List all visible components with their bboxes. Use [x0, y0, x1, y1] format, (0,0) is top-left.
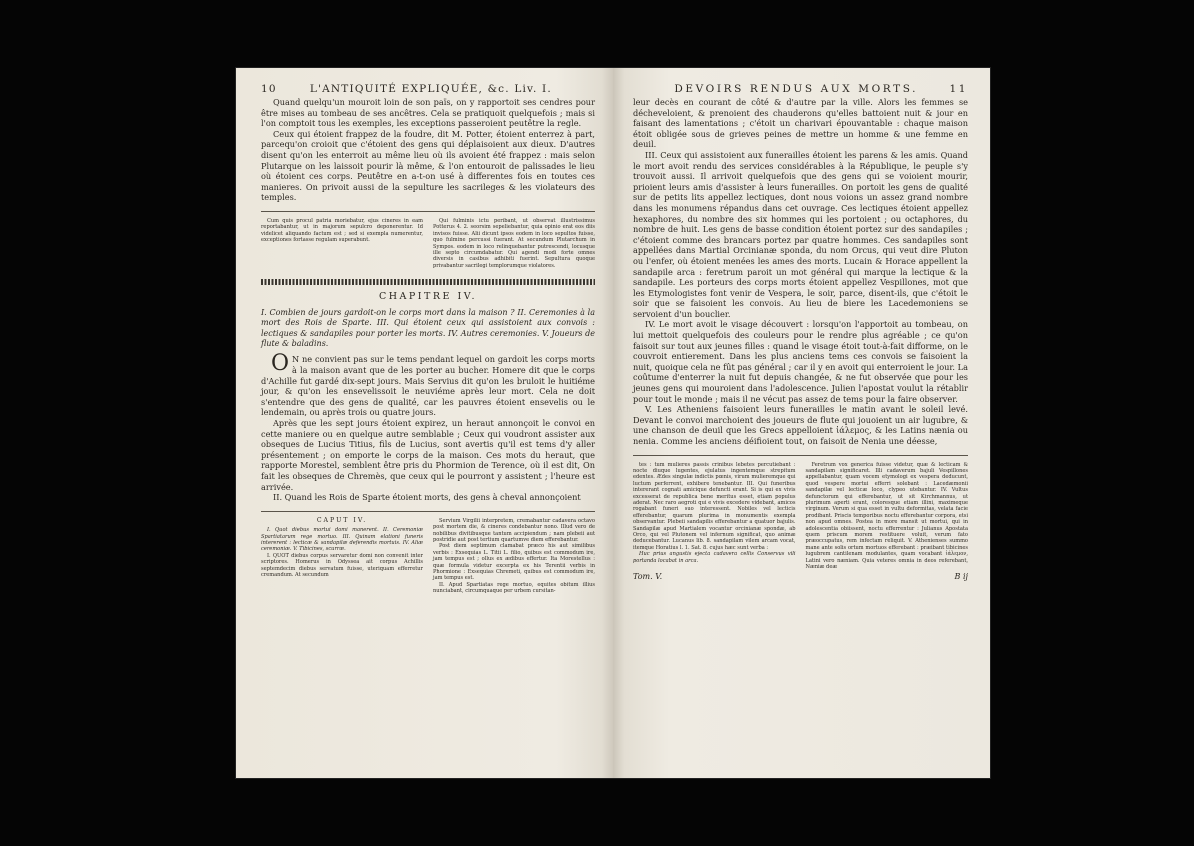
body-paragraph: Ceux qui étoient frappez de la foudre, dit M. Potter, étoient enterrez à part, parcequ'on croioit que c'étoient des gens qui déplaisoient aux dieux. D'autres disent qu'on les enterroit au même lieu où ils avoient été frappez : mais selon Plutarque on les laissoit pourir là même, & l'on entouroit de palissades le lieu où étoient ces corps. Peutêtre en a-t-on usé à differentes fois en toutes ces manieres. On privoit aussi de la sepulture les sacrileges & les violateurs des temples. — [261, 128, 595, 203]
left-running-head — [261, 82, 595, 97]
latin-note: I. QUOT diebus corpus servaretur domi non convenit inter scriptores. Homerus in Odyssea ait corpus Achillis septemdecim diebus servatum fuisse, uteriquam efferretur cremandum. At secundum — [261, 552, 423, 578]
chapter-summary: I. Combien de jours gardoit-on le corps mort dans la maison ? II. Ceremonies à la mort des Rois de Sparte. III. Qui étoient ceux qui assistoient aux convois : lectiques & sandapiles pour porter les morts. IV. Autres ceremonies. V. Joueurs de flute & baladins. — [261, 308, 595, 349]
body-paragraph: Après que les sept jours étoient expirez, un heraut annonçoit le convoi en cette maniere ou en quelque autre semblable ; Ceux qui voudront assister aux obseques de Lucius Titius, fils de Lucius, sont avertis qu'il est tems d'y aller présentement ; on emporte le corps de la maison. Ces mots du heraut, que rapporte Morestel, semblent être pris du Phormion de Terence, où il est dit, On fait les obseques de Chremès, que ceux qui le pourront y assistent ; l'heure est arrivée. — [261, 417, 595, 492]
body-paragraph: leur decès en courant de côté & d'autre par la ville. Alors les femmes se décheveloient, & prenoient des chauderons qu'elles battoient nuit & jour en faisant des lamentations ; c'étoit un charivari épouvantable : chaque maison étoit obligée sous de grieves peines de mettre un homme & une femme en deuil. — [633, 97, 968, 150]
book-spread — [236, 68, 990, 778]
body-paragraph: Quand quelqu'un mouroit loin de son païs, on y rapportoit ses cendres pour être mises au tombeau de ses ancêtres. Cela se pratiquoit quelquefois ; mais si l'on comptoit tous les exemples, les exceptions passeroient peutêtre la regle. — [261, 97, 595, 129]
footnote-rule — [261, 211, 595, 212]
caput-title: CAPUT IV. — [316, 516, 368, 524]
chapter-title: CHAPITRE IV. — [379, 291, 477, 303]
left-page — [236, 68, 613, 778]
footnote-rule — [261, 511, 595, 512]
latin-verse: Huc prius angustis ejecta cadavera cellis Conservus vili portanda locabat in arca. — [633, 551, 796, 564]
latin-note: Qui fulminis ictu peribant, ut observat illustrissimus Potterus 4. 2. seorsim sepeliebantur, quia opinio erat eos diis invisos fuisse. Alii dicunt ipsos eodem in loco sepultos fuisse, quo fulmine percussi fuerant. At secundum Plutarchum in Sympos. eodem in loco relinquebantur putrescendi, locusque ille septo circumdabatur. Qui agendi modi forte omnes diversis in casibus adhibiti fuerint. Sepultura quoque privabantur sacrilegi templorumque violatores. — [433, 217, 595, 269]
right-running-head — [633, 82, 968, 97]
body-paragraph: V. Les Atheniens faisoient leurs funerailles le matin avant le soleil levé. Devant le convoi marchoient des joueurs de flute qui jouoient un air lugubre, & une chanson de deuil que les Grecs appelloient ἰάλεμος, & les Latins nænia ou nenia. Comme les anciens déifioient tout, on faisoit de Nenia une déesse, — [633, 404, 968, 446]
latin-note: II. Apud Spartiatas rege mortuo, equites obitum illius nunciabant, circumquaque per urbem cursitan- — [433, 581, 595, 595]
body-paragraph: II. Quand les Rois de Sparte étoient morts, des gens à cheval annonçoient — [273, 492, 581, 503]
body-paragraph: IV. Le mort avoit le visage découvert : lorsqu'on l'apportoit au tombeau, on lui mettoit quelquefois des couleurs pour le rendre plus agréable ; ce qu'on faisoit sur tout aux jeunes filles : quand le visage étoit tout-à-fait difforme, on le couvroit entierement. Dans les plus anciens tems ces convois se faisoient la nuit, quoique cela ne fût pas général ; car il y en avoit qui enterroient le jour. La coûtume d'enterrer la nuit fut depuis changée, & ne fut observée que pour les jeunes gens qui mouroient dans l'adolescence. Julien l'apostat voulut la rétablir pour tout le monde ; mais il ne vécut pas assez de tems pour la faire observer. — [633, 319, 968, 404]
latin-note: Servium Virgilii interpretem, cremabantur cadavera octavo post mortem die, & cineres condebantur nono. Illud vero de nobilibus divitibusque tantum accipiendum ; nam plebeii aut postridie aut post tertium quartumve diem efferebantur. — [433, 517, 595, 543]
page-number: 10 — [261, 83, 277, 95]
body-paragraph: N ne convient pas sur le tems pendant lequel on gardoit les corps morts à la maison avant que de les porter au bucher. Homere dit que le corps d'Achille fut gardé dix-sept jours. Mais Servius dit qu'on les bruloit le huitiéme jour, & qu'on les ensevelissoit le neuviéme après leur mort. Cela ne doit s'entendre que des gens de qualité, car les pauvres étoient ensevelis ou le lendemain, ou après trois ou quatre jours. — [261, 354, 595, 418]
signature-line — [633, 572, 968, 581]
caput-summary: I. Quot diebus mortui domi manerent. II. Ceremoniæ Spartiatarum rege mortuo. III. Quinam elationi funeris intererent : lecticæ & sandapilæ deferendis mortuis. IV. Aliæ ceremoniæ. V. Tibicines, scurræ. — [261, 527, 423, 553]
latin-notes — [261, 218, 595, 269]
latin-note: tes : tum mulieres passis crinibus lebetes percutiebant : nocte diuque lugentes, ejulatus ingentemque strepitum edentes. Ædes singulæ indictis pœnis, virum mulieremque qui luctum perferrent, exhibere tenebantur. III. Qui funeribus intererant cognati amicique defuncti erant. Si is qui ex vivis excesserat de republica bene meritus esset, etiam populus aderat. Nec raro aegroti qui e vivis excedere videbant, amicos rogabant funeri suo interessent. Nobiles vel lecticis efferebantur, quarum plurima in monumentis exempla observantur. Plebeii sandapilis efferebantur a quatuor bajulis. Sandapilæ apud Martialem vocantur orcinianæ spondæ, ab Orco, qui vel Plutonem vel infernum significat, quo animæ deducebantur. Lucanus lib. 8. sandapilam vilem arcam vocat, itemque Horatius l. 1. Sat. 8. cujus hæc sunt verba : — [633, 461, 796, 551]
page-number: 11 — [949, 83, 968, 95]
volume-mark: Tom. V. — [633, 571, 663, 581]
ornament-band — [261, 279, 595, 285]
footnote-rule — [633, 455, 968, 456]
body-paragraph: III. Ceux qui assistoient aux funerailles étoient les parens & les amis. Quand le mort avoit rendu des services considérables à la République, le peuple s'y trouvoit aussi. Il arrivoit quelquefois que des gens qui se voioient mourir, prioient leurs amis d'assister à leurs funerailles. On portoit les gens de qualité sur de petits lits appellez lectiques, dont nous voions un assez grand nombre dans les monumens répandus dans cet ouvrage. Ces lectiques étoient appellez hexaphores, du nombre des six hommes qui les portoient ; ou octaphores, du nombre de huit. Les gens de basse condition étoient portez sur des sandapiles ; c'étoient comme des brancars portez par quatre hommes. Ces sandapiles sont appellées dans Martial Orcinianæ sponda, du nom Orcus, qui veut dire Pluton ou l'enfer, où étoient menées les ames des morts. Lucain & Horace appellent la sandapile arca : feretrum paroit un mot général qui marque la lectique & la sandapile. Les porteurs des corps morts étoient appellez Vespillones, mot que les Etymologistes font venir de Vespera, le soir, parce, disent-ils, que c'étoit le soir que se faisoient les convois. Au lieu de biere les Lacedemoniens se servoient d'un bouclier. — [633, 149, 968, 319]
right-page — [613, 68, 990, 778]
latin-note: Cum quis procul patria moriebatur, ejus cineres in eam reportabantur, ut in majorum sepulcro deponerentur. Id videlicet aliquando factum est ; sed si exempla numerentur, exceptiones fortasse regulam superabunt. — [261, 217, 423, 244]
signature-mark: B ij — [954, 571, 968, 581]
running-title: DEVOIRS RENDUS AUX MORTS. — [674, 83, 919, 95]
latin-caput — [261, 518, 595, 595]
latin-note: Feretrum vox generica fuisse videtur, quæ & lecticam & sandapilam significaret. Illi cadaverum bajuli Vespillones appellabantur, quam vocem etymologi ex vespera deducunt, quod vespere mortui efferri solebant : Lacedæmonii sandapilæ vel lecticæ loco, clypeo utebantur. IV. Vultus defunctorum qui efferebantur, ut sit Kirchmannus, ut plurimum aperti erant, coloresque etiam illini, maximeque virginum. Verum si qua esset in vultu deformitas, velata facie prodibant. Priscis temporibus noctu efferebantur corpora, etsi non apud omnes. Postea in more mansit ut mortui, qui in adolescentia obiissent, noctu efferrentur : Julianus Apostata quem priscum morem restituere voluit, verum fato præoccupatus, rem infectam reliquit. V. Athenienses summo mane ante solis ortum mortuos efferebant : præibant tibicines lugubrem cantilenam modulantes, quam vocabant ἰάλεμον, Latini vero næniam. Quia veteres omnia in deos referebant, Næniæ deæ — [805, 461, 968, 571]
latin-notes — [633, 462, 968, 571]
running-title: L'ANTIQUITÉ EXPLIQUÉE, &c. Liv. I. — [309, 83, 552, 95]
latin-note: Post diem septimum clamabat præco his aut similibus verbis : Exsequias L. Titii L. filio, quibus est commodum ire, jam tempus est ; ollus ex ædibus effertur. Ita Morestellus : quæ formula videtur excerpta ex his Terentii verbis in Phormione : Exsequias Chremeti, quibus est commodum ire, jam tempus est. — [433, 543, 595, 582]
drop-cap: O — [271, 351, 290, 377]
